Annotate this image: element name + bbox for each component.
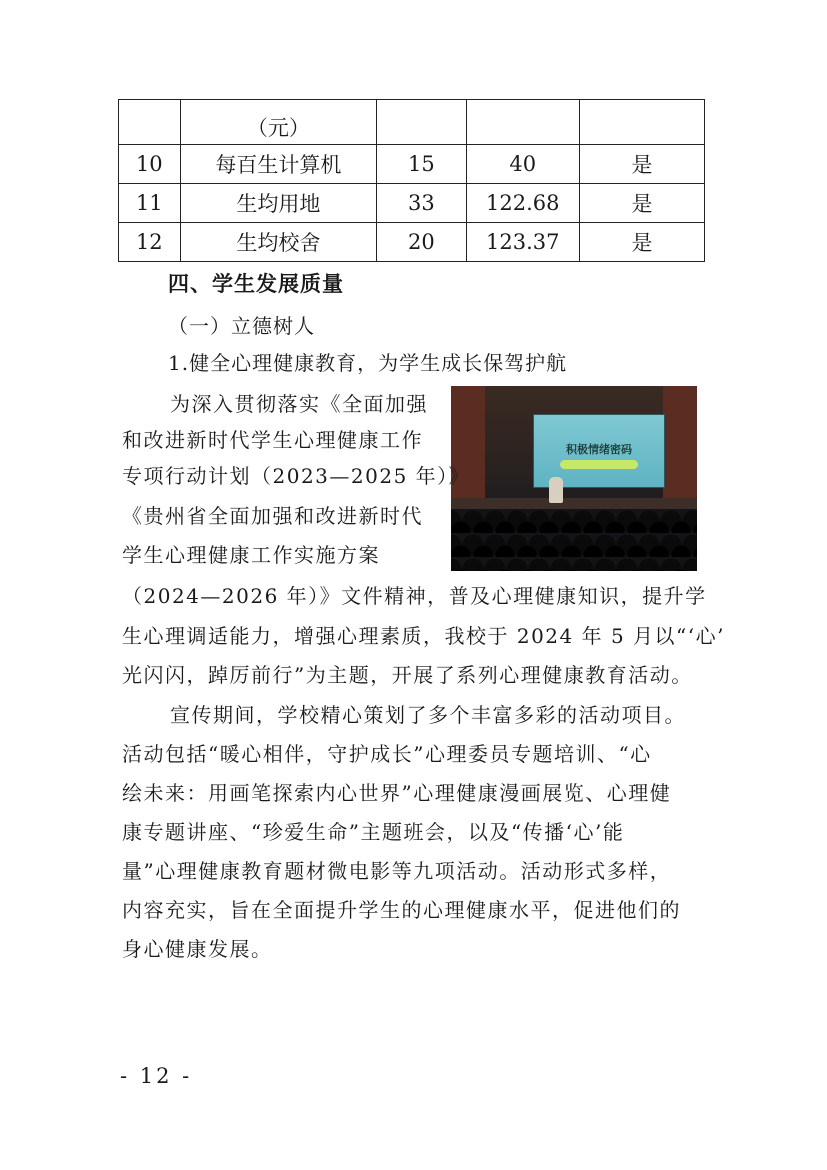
- paragraph-line: 宣传期间，学校精心策划了多个丰富多彩的活动项目。: [170, 703, 686, 727]
- paragraph-line: 量”心理健康教育题材微电影等九项活动。活动形式多样，: [122, 859, 672, 883]
- row-number-cell: 12: [119, 223, 181, 262]
- indicator-name-cell: 生均校舍: [180, 223, 377, 262]
- paragraph-line: 学生心理健康工作实施方案: [122, 543, 380, 567]
- indicator-name-cell: （元）: [180, 100, 377, 145]
- standard-value-cell: 20: [377, 223, 466, 262]
- paragraph-line: 内容充实，旨在全面提升学生的心理健康水平，促进他们的: [122, 898, 681, 922]
- row-number-cell: 10: [119, 145, 181, 184]
- paragraph-line: 康专题讲座、“珍爱生命”主题班会，以及“传播‘心’能: [122, 820, 625, 844]
- met-status-cell: [580, 100, 705, 145]
- table-row: [119, 223, 705, 262]
- facility-standards-table: [118, 99, 705, 262]
- paragraph-line: （2024—2026 年）》文件精神，普及心理健康知识，提升学: [122, 584, 707, 608]
- indicator-name-cell: 生均用地: [180, 184, 377, 223]
- table-row: [119, 145, 705, 184]
- screen-title: 积极情绪密码: [566, 443, 632, 456]
- paragraph-line: 绘未来：用画笔探索内心世界”心理健康漫画展览、心理健: [122, 781, 672, 805]
- paragraph-line: 专项行动计划（2023—2025 年）》: [122, 464, 471, 488]
- item-title: 1.健全心理健康教育，为学生成长保驾护航: [168, 351, 568, 375]
- met-status-cell: 是: [580, 184, 705, 223]
- standard-value-cell: [377, 100, 466, 145]
- table-row: [119, 100, 705, 145]
- subsection-heading: （一）立德树人: [168, 314, 315, 338]
- section-heading: 四、学生发展质量: [168, 272, 344, 296]
- row-number-cell: [119, 100, 181, 145]
- paragraph-line: 和改进新时代学生心理健康工作: [122, 428, 423, 452]
- stage-curtain-right: [663, 386, 697, 501]
- paragraph-line: 光闪闪，踔厉前行”为主题，开展了系列心理健康教育活动。: [122, 663, 693, 687]
- actual-value-cell: 123.37: [466, 223, 580, 262]
- page-number: - 12 -: [120, 1064, 193, 1088]
- paragraph-line: 生心理调适能力，增强心理素质，我校于 2024 年 5 月以“‘心’: [122, 624, 725, 648]
- row-number-cell: 11: [119, 184, 181, 223]
- actual-value-cell: [466, 100, 580, 145]
- paragraph-line: 《贵州省全面加强和改进新时代: [122, 504, 423, 528]
- paragraph-line: 活动包括“暖心相伴，守护成长”心理委员专题培训、“心: [122, 742, 652, 766]
- lecture-photo: [451, 386, 697, 571]
- table-row: [119, 184, 705, 223]
- audience-silhouettes: [451, 509, 697, 571]
- met-status-cell: 是: [580, 145, 705, 184]
- standard-value-cell: 15: [377, 145, 466, 184]
- standard-value-cell: 33: [377, 184, 466, 223]
- actual-value-cell: 122.68: [466, 184, 580, 223]
- speaker-figure: [549, 477, 563, 503]
- paragraph-line: 身心健康发展。: [122, 937, 273, 961]
- met-status-cell: 是: [580, 223, 705, 262]
- screen-subtitle-banner: [560, 460, 638, 469]
- actual-value-cell: 40: [466, 145, 580, 184]
- paragraph-line: 为深入贯彻落实《全面加强: [170, 392, 428, 416]
- indicator-name-cell: 每百生计算机: [180, 145, 377, 184]
